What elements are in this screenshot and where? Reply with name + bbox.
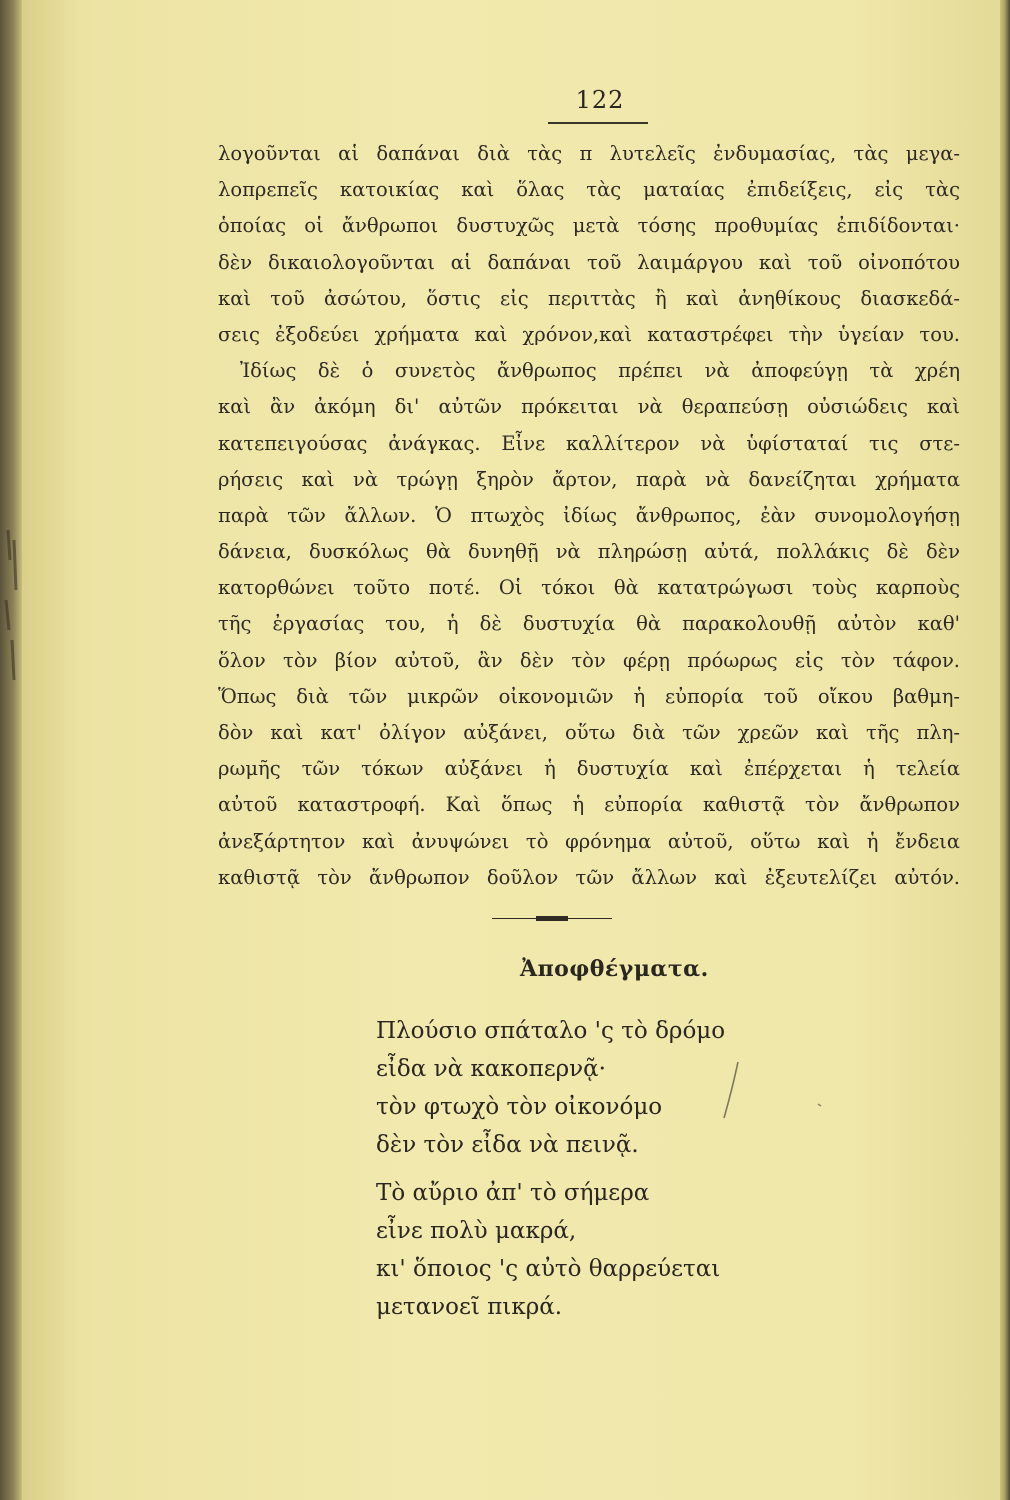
- text-line: ὅλον τὸν βίον αὐτοῦ, ἂν δὲν τὸν φέρῃ πρόωρως εἰς τὸν τάφον.: [218, 648, 960, 672]
- verse-line: μετανοεῖ πικρά.: [376, 1294, 563, 1320]
- verse-line: Πλούσιο σπάταλο 'ς τὸ δρόμο: [376, 1018, 726, 1044]
- divider-center-bar: [536, 916, 568, 921]
- verse-line: εἶδα νὰ κακοπερνᾷ·: [376, 1056, 606, 1082]
- verse-line: κι' ὅποιος 'ς αὐτὸ θαρρεύεται: [376, 1256, 721, 1282]
- binding-gutter: [0, 0, 22, 1500]
- poem-stanza-2: [376, 1174, 720, 1326]
- text-line: δὲν δικαιολογοῦνται αἱ δαπάναι τοῦ λαιμάργου καὶ τοῦ οἰνοπότου: [218, 250, 960, 274]
- page-number-rule: [548, 122, 648, 124]
- verse-line: Τὸ αὔριο ἀπ' τὸ σήμερα: [376, 1180, 650, 1206]
- text-line: ρωμῆς τῶν τόκων αὐξάνει ἡ δυστυχία καὶ ἐπέρχεται ἡ τελεία: [218, 757, 960, 781]
- paragraph-start-line: Ἰδίως δὲ ὁ συνετὸς ἄνθρωπος πρέπει νὰ ἀποφεύγῃ τὰ χρέη: [240, 359, 960, 383]
- text-line: καὶ τοῦ ἀσώτου, ὅστις εἰς περιττὰς ἢ καὶ ἀνηθίκους διασκεδά-: [218, 286, 960, 310]
- text-line: κατορθώνει τοῦτο ποτέ. Οἱ τόκοι θὰ κατατρώγωσι τοὺς καρποὺς: [218, 576, 960, 600]
- page-number: 122: [575, 86, 625, 114]
- text-line: ἀνεξάρτητον καὶ ἀνυψώνει τὸ φρόνημα αὐτοῦ, οὕτω καὶ ἡ ἔνδεια: [218, 829, 960, 853]
- section-divider: [492, 915, 612, 923]
- poem-stanza-1: [376, 1012, 725, 1164]
- text-line: ρήσεις καὶ νὰ τρώγῃ ξηρὸν ἄρτον, παρὰ νὰ δανείζηται χρήματα: [218, 467, 960, 491]
- text-line: τῆς ἐργασίας του, ἡ δὲ δυστυχία θὰ παρακολουθῇ αὐτὸν καθ': [218, 612, 960, 636]
- page-edge: [1000, 0, 1010, 1500]
- text-line: σεις ἐξοδεύει χρήματα καὶ χρόνον,καὶ καταστρέφει τὴν ὑγείαν του.: [218, 322, 960, 346]
- text-line: παρὰ τῶν ἄλλων. Ὁ πτωχὸς ἰδίως ἄνθρωπος, ἐὰν συνομολογήσῃ: [218, 503, 960, 527]
- verse-line: τὸν φτωχὸ τὸν οἰκονόμο: [376, 1094, 663, 1120]
- text-line: καὶ ἂν ἀκόμη δι' αὐτῶν πρόκειται νὰ θεραπεύσῃ οὐσιώδεις καὶ: [218, 395, 960, 419]
- text-line: καθιστᾷ τὸν ἄνθρωπον δοῦλον τῶν ἄλλων καὶ ἐξευτελίζει αὐτόν.: [218, 865, 960, 889]
- text-line: δάνεια, δυσκόλως θὰ δυνηθῇ νὰ πληρώσῃ αὐτά, πολλάκις δὲ δὲν: [218, 540, 960, 564]
- text-line: λοπρεπεῖς κατοικίας καὶ ὅλας τὰς ματαίας ἐπιδείξεις, εἰς τὰς: [218, 178, 960, 202]
- text-line: αὐτοῦ καταστροφή. Καὶ ὅπως ἡ εὐπορία καθιστᾷ τὸν ἄνθρωπον: [218, 793, 960, 817]
- text-line: κατεπειγούσας ἀνάγκας. Εἶνε καλλίτερον νὰ ὑφίσταταί τις στε-: [218, 431, 960, 455]
- text-line: δὸν καὶ κατ' ὀλίγον αὐξάνει, οὕτω διὰ τῶν χρεῶν καὶ τῆς πλη-: [218, 721, 960, 744]
- body-text: [218, 136, 960, 896]
- text-line: Ὅπως διὰ τῶν μικρῶν οἰκονομιῶν ἡ εὐπορία τοῦ οἴκου βαθμη-: [218, 684, 960, 708]
- text-line: ὁποίας οἱ ἄνθρωποι δυστυχῶς μετὰ τόσης προθυμίας ἐπιδίδονται·: [218, 214, 960, 238]
- verse-line: εἶνε πολὺ μακρά,: [376, 1218, 577, 1244]
- section-title: Ἀποφθέγματα.: [520, 956, 709, 982]
- verse-line: δὲν τὸν εἶδα νὰ πεινᾷ.: [376, 1132, 639, 1158]
- text-line: λογοῦνται αἱ δαπάναι διὰ τὰς π λυτελεῖς ἐνδυμασίας, τὰς μεγα-: [218, 142, 960, 165]
